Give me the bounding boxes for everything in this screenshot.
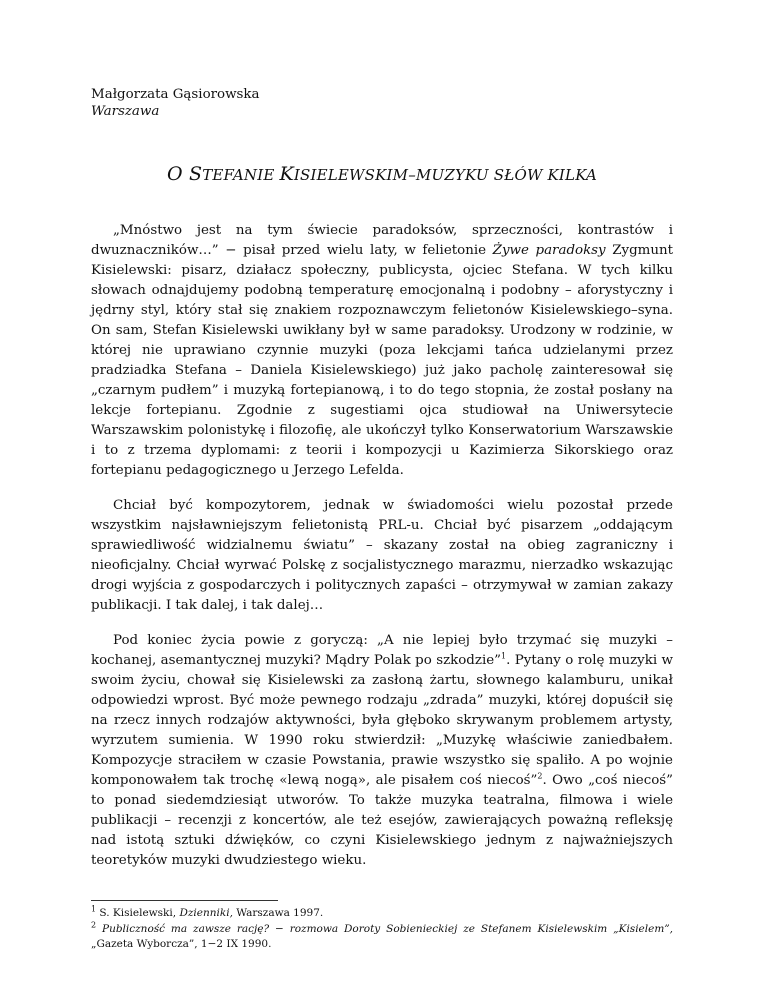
footnote-2-title: Publiczność ma zawsze rację? − rozmowa Doroty Sobienieckiej ze Stefanem Kisielewskim „Kisielem”, — [102, 923, 673, 935]
footnote-2 — [91, 922, 673, 952]
title-part-tefanie: TEFANIE — [202, 166, 280, 184]
title-part-rest: ISIELEWSKIM–MUZYKU SŁÓW KILKA — [293, 166, 598, 184]
paragraph-1 — [91, 221, 673, 481]
article-body — [91, 221, 673, 871]
footnote-ref-2[interactable]: 2 — [537, 771, 543, 781]
paragraph-3-text-c: . Owo „coś niecoś” to ponad siedemdziesiąt utworów. To także muzyka teatralna, filmowa i wiele publikacji – recenzji z koncertów, ale też esejów, zawierających poważną refleksję nad istotą sztuki dźwięków, co czyni Kisielewskiego jednym z najważniejszych teoretyków muzyki dwudziestego wieku. — [91, 773, 674, 868]
paragraph-2 — [91, 496, 673, 616]
footnote-1-title: Dzienniki, — [179, 907, 233, 919]
footnote-divider — [91, 900, 278, 901]
footnote-1 — [91, 906, 673, 921]
title-part-o: O — [166, 163, 189, 185]
author-name: Małgorzata Gąsiorowska — [91, 87, 260, 102]
paragraph-2-text: Chciał być kompozytorem, jednak w świadomości wielu pozostał przede wszystkim najsławniejszym felietonistą PRL-u. Chciał być pisarzem „oddającym sprawiedliwość widzialnemu światu” – skazany został na obieg zagraniczny i nieoficjalny. Chciał wyrwać Polskę z socjalistycznego marazmu, nierzadko wskazując drogi wyjścia z gospodarczych i politycznych zapaści – otrzymywał w zamian zakazy publikacji. I tak dalej, i tak dalej… — [91, 498, 673, 613]
footnote-1-text-a: S. Kisielewski, — [96, 907, 180, 919]
paragraph-3-text-a: Pod koniec życia powie z goryczą: „A nie lepiej było trzymać się muzyki – kochanej, asemantycznej muzyki? Mądry Polak po szkodzie” — [91, 633, 673, 668]
footnote-2-number: 2 — [91, 920, 97, 930]
footnote-2-text-b: „Gazeta Wyborcza”, 1−2 IX 1990. — [91, 938, 272, 950]
footnote-ref-1[interactable]: 1 — [501, 651, 507, 661]
footnote-1-number: 1 — [91, 904, 97, 914]
paragraph-1-text-a: „Mnóstwo jest na tym świecie paradoksów, sprzeczności, kontrastów i dwuznaczników…” − pisał przed wielu laty, w felietonie — [91, 223, 673, 258]
title-part-k: K — [279, 163, 294, 185]
paragraph-1-text-b: Zygmunt Kisielewski: pisarz, działacz społeczny, publicysta, ojciec Stefana. W tych kilku słowach odnajdujemy podobną temperaturę emocjonalną i podobny – aforystyczny i jędrny styl, który stał się znakiem rozpoznawczym felietonów Kisielewskiego–syna. On sam, Stefan Kisielewski uwikłany był w same paradoksy. Urodzony w rodzinie, w której nie uprawiano czynnie muzyki (poza lekcjami tańca udzielanymi przez pradziadka Stefana – Daniela Kisielewskiego) już jako pacholę zainteresował się „czarnym pudłem” i muzyką fortepianową, i to do tego stopnia, że został posłany na lekcje fortepianu. Zgodnie z sugestiami ojca studiował na Uniwersytecie Warszawskim polonistykę i filozofię, ale ukończył tylko Konserwatorium Warszawskie i to z trzema dyplomami: z teorii i kompozycji u Kazimierza Sikorskiego oraz fortepianu pedagogicznego u Jerzego Lefelda. — [91, 243, 673, 478]
article-title — [91, 162, 673, 187]
paragraph-3 — [91, 631, 673, 871]
footnotes — [91, 906, 673, 953]
title-part-s: S — [188, 163, 203, 185]
paragraph-3-text-b: . Pytany o rolę muzyki w swoim życiu, chował się Kisielewski za zasłoną żartu, słownego kalamburu, unikał odpowiedzi wprost. Być może pewnego rodzaju „zdrada” muzyki, której dopuścił się na rzecz innych rodzajów aktywności, była głęboko skrywanym problemem artysty, wyrzutem sumienia. W 1990 roku stwierdził: „Muzykę właściwie zaniedbałem. Kompozycje straciłem w czasie Powstania, prawie wszystko się spaliło. A po wojnie komponowałem tak trochę «lewą nogą», ale pisałem coś niecoś” — [91, 653, 674, 788]
author-city: Warszawa — [91, 104, 160, 119]
footnote-1-text-b: Warszawa 1997. — [232, 907, 324, 919]
paragraph-1-emphasis: Żywe paradoksy — [492, 243, 606, 258]
author-block — [91, 86, 673, 120]
